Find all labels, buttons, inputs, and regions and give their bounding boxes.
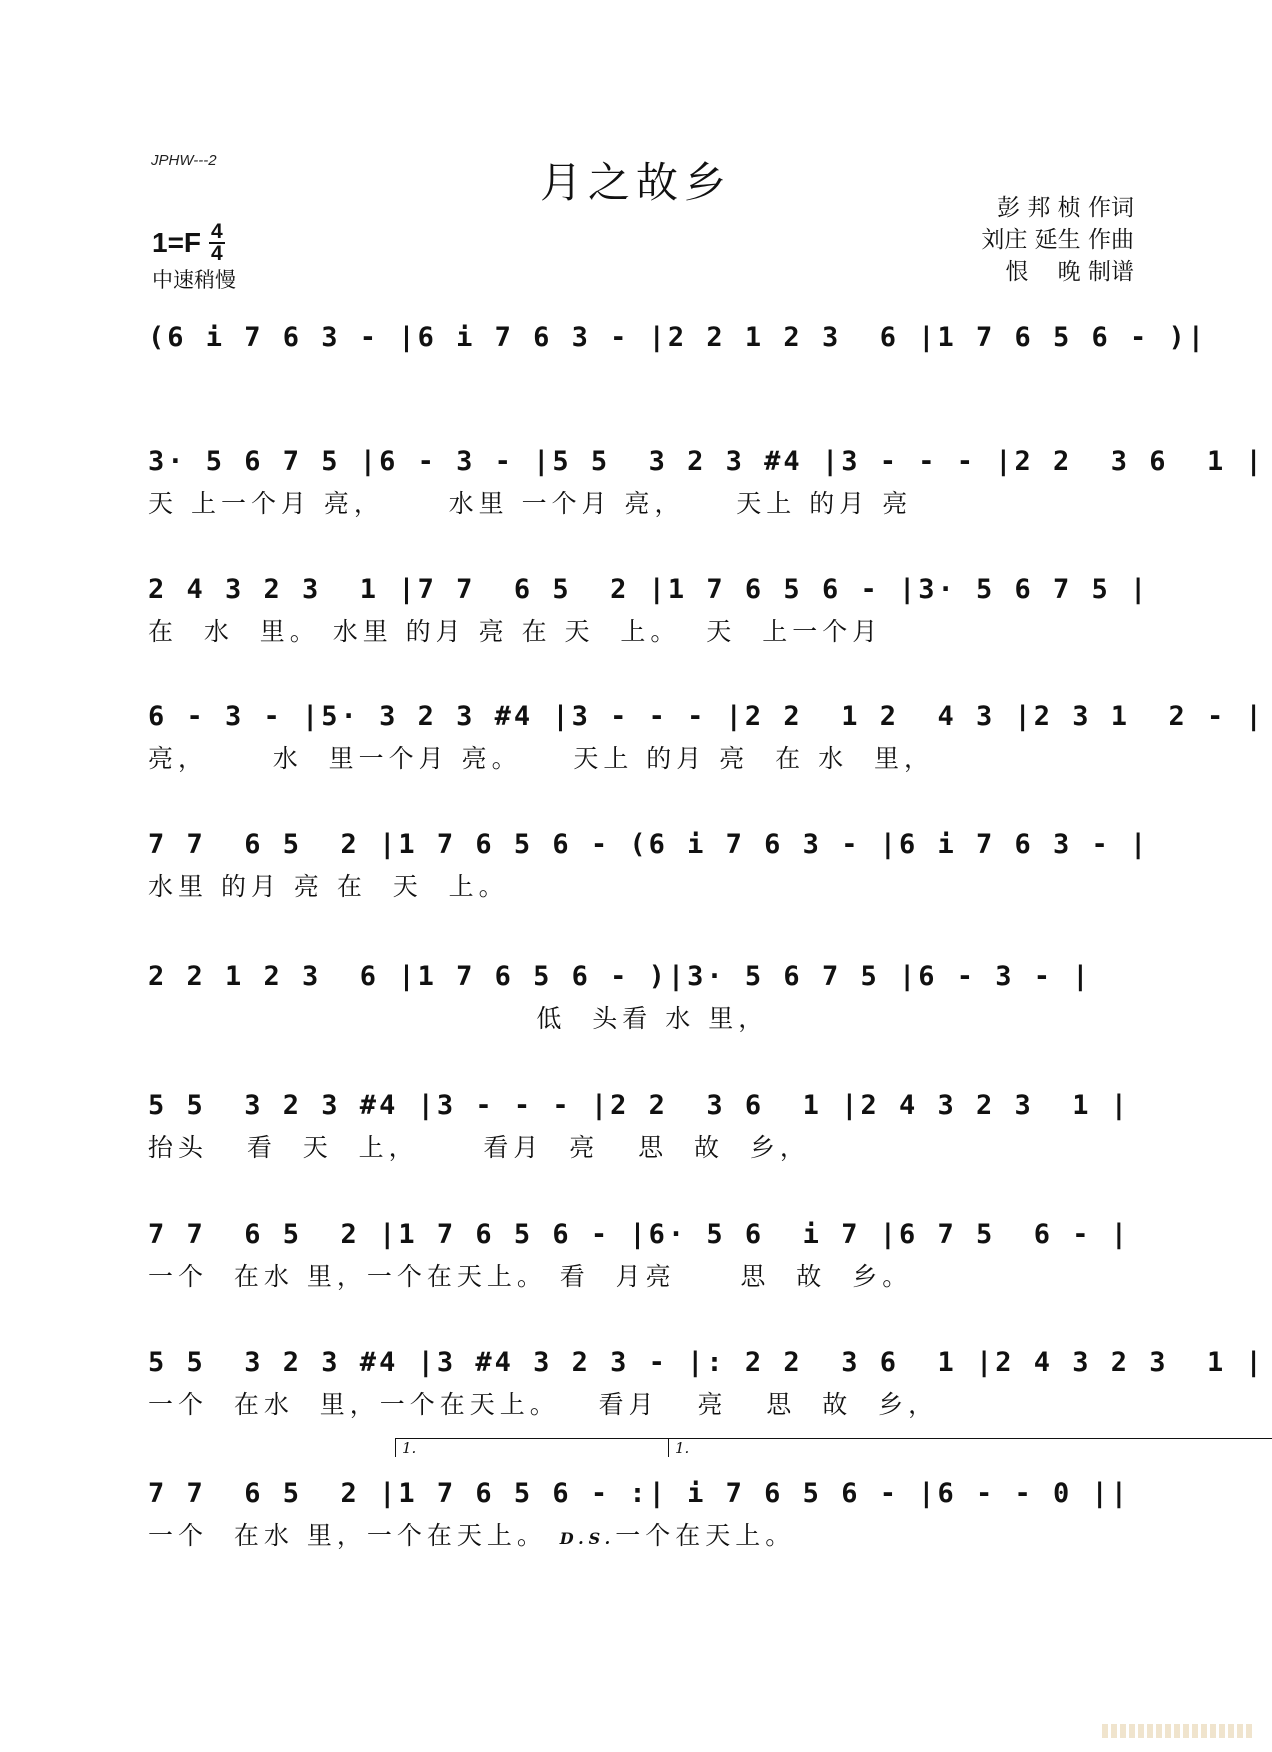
lyrics: 一个 在水 里，一个在天上。 看月 亮 思 故 乡，	[148, 1390, 939, 1419]
key-signature	[152, 222, 225, 264]
lyrics: 水里 的月 亮 在 天 上。	[148, 872, 509, 901]
lyrics: 在 水 里。 水里 的月 亮 在 天 上。 天 上一个月	[148, 617, 883, 646]
lyrics: 低 头看 水 里，	[148, 1004, 769, 1033]
notes: 5 5 3 2 3 #4 |3 - - - |2 2 3 6 1 |2 4 3 2 3 1 |	[148, 1090, 1131, 1121]
score-line-1	[148, 316, 1208, 364]
lyrics: 一个 在水 里，一个在天上。 看 月亮 思 故 乡。	[148, 1262, 913, 1291]
time-signature	[209, 222, 225, 264]
score-line-2	[148, 440, 1265, 520]
time-signature-top: 4	[211, 220, 223, 243]
notes: 7 7 6 5 2 |1 7 6 5 6 - (6 i 7 6 3 - |6 i 7 6 3 - |	[148, 829, 1150, 860]
dal-segno-label: D.S.	[559, 1529, 616, 1548]
notes: 2 4 3 2 3 1 |7 7 6 5 2 |1 7 6 5 6 - |3· 5 6 7 5 |	[148, 574, 1150, 605]
notes: 7 7 6 5 2 |1 7 6 5 6 - :| i 7 6 5 6 - |6 - - 0 ||	[148, 1478, 1131, 1509]
volta-bracket-2: 1.	[668, 1438, 1272, 1457]
lyricist-credit: 彭 邦 桢 作词	[997, 195, 1134, 221]
arranger-credit: 恨 晚 制谱	[1005, 259, 1134, 285]
score-line-9	[148, 1341, 1265, 1421]
song-title: 月之故乡	[539, 158, 732, 207]
tempo-marking: 中速稍慢	[152, 268, 236, 292]
time-signature-bottom: 4	[211, 242, 223, 265]
key-label: 1=F	[152, 227, 202, 258]
score-line-8	[148, 1213, 1131, 1293]
notes: 3· 5 6 7 5 |6 - 3 - |5 5 3 2 3 #4 |3 - - - |2 2 3 6 1 |	[148, 446, 1265, 477]
score-line-5	[148, 823, 1150, 903]
lyrics	[148, 1520, 1123, 1555]
lyrics-text-after-ds: 一个在天上。	[615, 1521, 796, 1550]
lyrics: 亮， 水 里一个月 亮。 天上 的月 亮 在 水 里，	[148, 744, 934, 773]
lyrics-text: 一个 在水 里，一个在天上。	[148, 1521, 560, 1550]
watermark-logo	[1102, 1724, 1252, 1738]
notes: 6 - 3 - |5· 3 2 3 #4 |3 - - - |2 2 1 2 4 3 |2 3 1 2 - |	[148, 701, 1265, 732]
notes: 7 7 6 5 2 |1 7 6 5 6 - |6· 5 6 i 7 |6 7 5 6 - |	[148, 1219, 1131, 1250]
composer-credit: 刘庄 延生 作曲	[981, 227, 1134, 253]
lyrics: 抬头 看 天 上， 看月 亮 思 故 乡，	[148, 1133, 810, 1162]
notes: 5 5 3 2 3 #4 |3 #4 3 2 3 - |: 2 2 3 6 1 |2 4 3 2 3 1 |	[148, 1347, 1265, 1378]
score-line-6	[148, 955, 1123, 1035]
score-line-4	[148, 695, 1265, 775]
notes: (6 i 7 6 3 - |6 i 7 6 3 - |2 2 1 2 3 6 |1 7 6 5 6 - )|	[148, 322, 1208, 353]
volta-bracket-1: 1.	[395, 1438, 668, 1457]
credits	[981, 192, 1134, 288]
score-line-3	[148, 568, 1150, 648]
score-line-10	[148, 1439, 1131, 1555]
score-line-7	[148, 1084, 1131, 1164]
notes: 2 2 1 2 3 6 |1 7 6 5 6 - )|3· 5 6 7 5 |6 - 3 - |	[148, 961, 1092, 992]
lyrics: 天 上一个月 亮， 水里 一个月 亮， 天上 的月 亮	[148, 489, 913, 518]
document-id: JPHW---2	[151, 152, 217, 169]
